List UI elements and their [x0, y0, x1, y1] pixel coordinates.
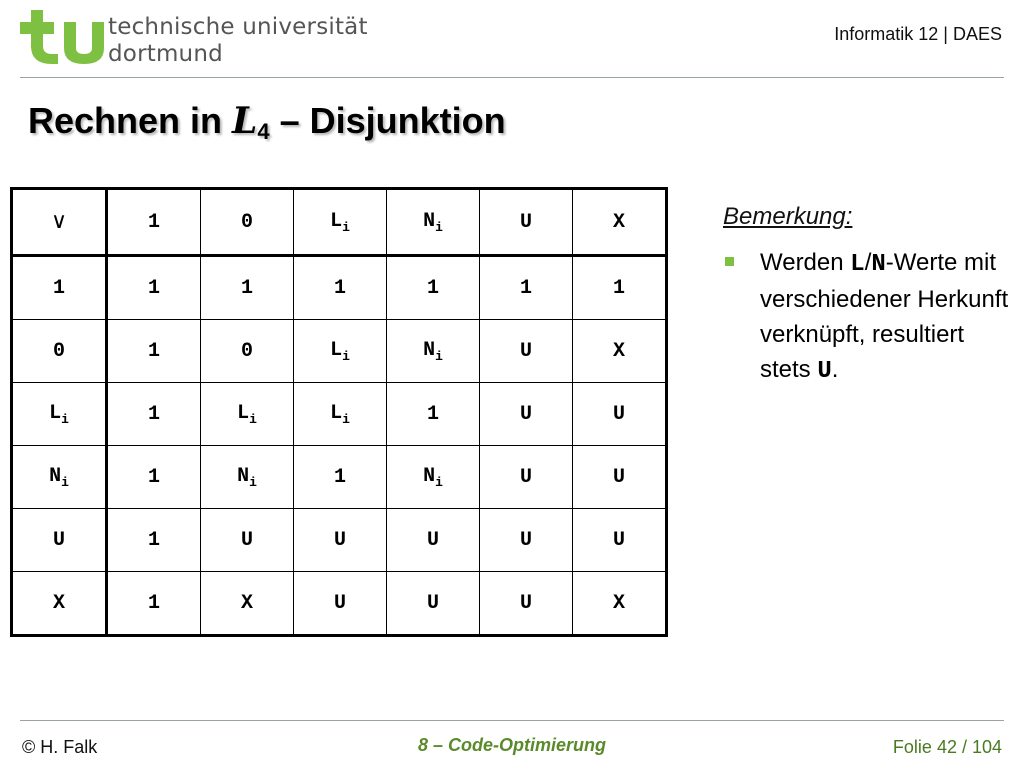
cell-value: L [330, 338, 343, 362]
table-cell [294, 189, 387, 256]
cell-subscript: i [61, 411, 69, 427]
cell-value: X [612, 210, 625, 234]
table-cell [294, 256, 387, 320]
table-cell [387, 320, 480, 383]
table-header-row [12, 189, 667, 256]
cell-value: X [240, 591, 253, 615]
table-cell [12, 383, 107, 446]
remark-code-l: L [850, 251, 865, 278]
cell-subscript: i [435, 474, 443, 490]
table-cell [107, 509, 201, 572]
table-cell [107, 320, 201, 383]
table-cell [201, 572, 294, 636]
table-cell [573, 320, 667, 383]
cell-value: L [330, 401, 343, 425]
table-cell [12, 572, 107, 636]
table-cell [201, 446, 294, 509]
table-cell [573, 256, 667, 320]
cell-value: U [519, 465, 532, 489]
table-cell [107, 189, 201, 256]
title-prefix: Rechnen in [28, 100, 233, 141]
table-cell [387, 572, 480, 636]
title-script-letter: L [232, 100, 258, 142]
table-cell [573, 446, 667, 509]
table-row [12, 383, 667, 446]
cell-value: 1 [147, 339, 160, 363]
tu-logo [18, 8, 108, 68]
footer-divider [20, 720, 1004, 721]
slide-title [28, 100, 506, 145]
table-cell [480, 383, 573, 446]
cell-subscript: i [249, 411, 257, 427]
table-row [12, 572, 667, 636]
cell-value: U [519, 339, 532, 363]
table-cell [573, 572, 667, 636]
square-bullet-icon [725, 257, 734, 266]
table-cell [480, 256, 573, 320]
cell-value: U [519, 402, 532, 426]
table-cell [201, 256, 294, 320]
footer-author: © H. Falk [22, 737, 98, 757]
cell-value: 1 [426, 402, 439, 426]
cell-value: 0 [240, 210, 253, 234]
university-line-1: technische universität [108, 14, 368, 40]
cell-value: 1 [147, 528, 160, 552]
cell-value: U [612, 465, 625, 489]
table-cell [387, 446, 480, 509]
cell-value: 1 [333, 276, 346, 300]
cell-value: L [237, 401, 250, 425]
cell-value: U [333, 591, 346, 615]
remark-box [723, 203, 1013, 389]
table-cell [480, 509, 573, 572]
remark-heading: Bemerkung: [723, 203, 853, 230]
disjunction-table [10, 187, 668, 637]
cell-subscript: i [61, 474, 69, 490]
university-name [108, 14, 368, 68]
course-label: Informatik 12 | DAES [834, 24, 1002, 44]
table-cell [480, 446, 573, 509]
header-divider [20, 77, 1004, 78]
table-cell [294, 446, 387, 509]
remark-text-2: -Werte mit verschiedener Herkunft verknüpft, resultiert stets [760, 249, 1009, 383]
cell-value: L [49, 401, 62, 425]
university-line-2: dortmund [108, 41, 223, 67]
cell-value: U [519, 591, 532, 615]
cell-value: N [423, 464, 436, 488]
footer-chapter: 8 – Code-Optimierung [417, 735, 606, 755]
cell-value: X [612, 591, 625, 615]
table-cell [294, 572, 387, 636]
cell-value: N [237, 464, 250, 488]
table-row [12, 446, 667, 509]
table-cell [573, 383, 667, 446]
cell-subscript: i [435, 219, 443, 235]
table-row [12, 320, 667, 383]
remark-code-u: U [817, 358, 832, 385]
table-cell [107, 572, 201, 636]
operator-cell [12, 189, 107, 256]
cell-value: 0 [240, 339, 253, 363]
remark-code-n: N [871, 251, 886, 278]
table-cell [573, 189, 667, 256]
remark-text-3: . [831, 356, 839, 383]
cell-value: U [52, 528, 65, 552]
table-row [12, 256, 667, 320]
cell-value: U [612, 402, 625, 426]
table-cell [201, 320, 294, 383]
table-cell [12, 509, 107, 572]
cell-value: 1 [147, 591, 160, 615]
cell-subscript: i [342, 348, 350, 364]
cell-subscript: i [342, 219, 350, 235]
table-cell [12, 446, 107, 509]
cell-value: ∨ [50, 209, 68, 234]
remark-text-1: Werden [760, 249, 851, 276]
table-cell [573, 509, 667, 572]
table-cell [387, 383, 480, 446]
cell-value: 1 [240, 276, 253, 300]
cell-value: U [612, 528, 625, 552]
table-cell [201, 509, 294, 572]
table-cell [201, 189, 294, 256]
cell-subscript: i [249, 474, 257, 490]
cell-value: 1 [612, 276, 625, 300]
cell-value: N [49, 464, 62, 488]
cell-value: U [333, 528, 346, 552]
title-suffix: – Disjunktion [269, 100, 506, 141]
table-cell [387, 509, 480, 572]
cell-value: L [330, 209, 343, 233]
table-cell [294, 509, 387, 572]
cell-value: U [519, 210, 532, 234]
cell-value: N [423, 209, 436, 233]
cell-value: X [52, 591, 65, 615]
table-cell [107, 256, 201, 320]
cell-value: 1 [147, 465, 160, 489]
cell-value: 1 [147, 210, 160, 234]
cell-value: 1 [147, 402, 160, 426]
table-cell [387, 256, 480, 320]
table-cell [294, 320, 387, 383]
cell-value: 1 [519, 276, 532, 300]
cell-value: U [426, 591, 439, 615]
table-cell [480, 189, 573, 256]
cell-value: X [612, 339, 625, 363]
table-cell [480, 320, 573, 383]
table-cell [12, 320, 107, 383]
table-cell [387, 189, 480, 256]
remark-slash: / [864, 249, 872, 276]
table-cell [480, 572, 573, 636]
cell-value: U [240, 528, 253, 552]
cell-value: U [426, 528, 439, 552]
cell-value: U [519, 528, 532, 552]
cell-value: 1 [426, 276, 439, 300]
cell-value: 1 [333, 465, 346, 489]
table-cell [294, 383, 387, 446]
table-cell [12, 256, 107, 320]
table-cell [107, 446, 201, 509]
cell-value: 1 [52, 276, 65, 300]
table-cell [201, 383, 294, 446]
table-cell [107, 383, 201, 446]
cell-value: 1 [147, 276, 160, 300]
cell-subscript: i [342, 411, 350, 427]
footer-slide-number: Folie 42 / 104 [892, 737, 1002, 757]
cell-subscript: i [435, 348, 443, 364]
title-subscript: 4 [257, 119, 270, 144]
cell-value: 0 [52, 339, 65, 363]
cell-value: N [423, 338, 436, 362]
table-row [12, 509, 667, 572]
remark-bullet [723, 245, 1013, 389]
